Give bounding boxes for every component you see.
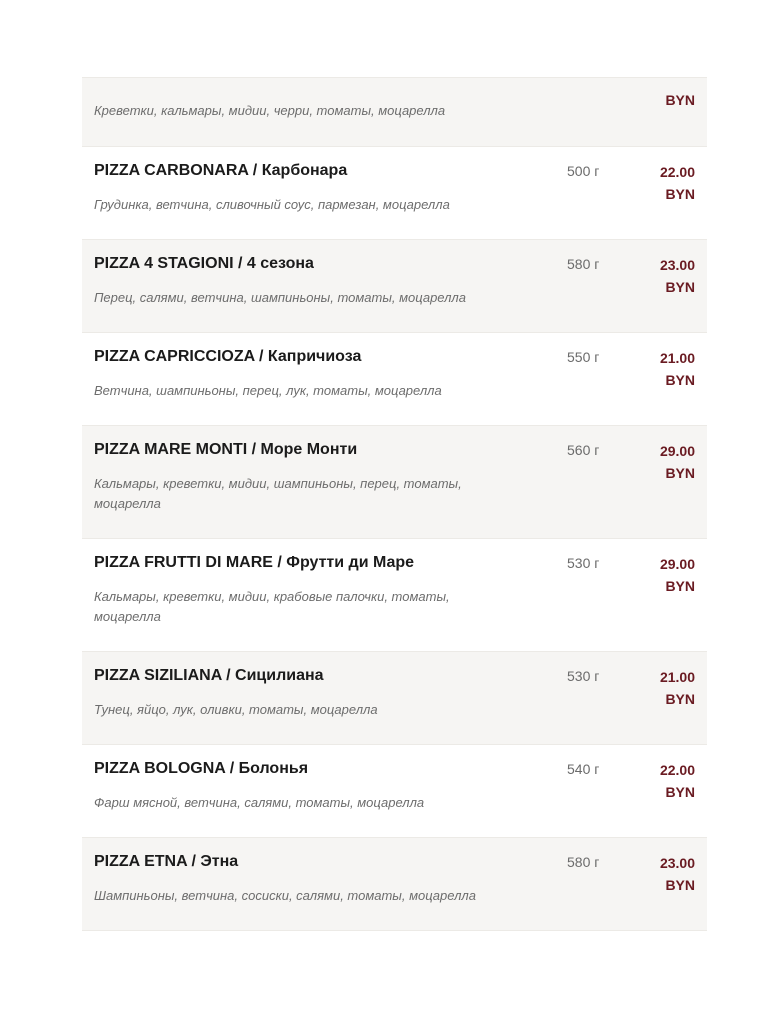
menu-item-name: PIZZA CARBONARA / Карбонара <box>94 162 348 179</box>
menu-item <box>82 147 707 240</box>
menu-item-name: PIZZA ETNA / Этна <box>94 853 239 870</box>
menu-item-name: PIZZA BOLOGNA / Болонья <box>94 760 309 777</box>
menu-item <box>82 652 707 745</box>
menu-item <box>82 426 707 539</box>
menu-item-price <box>660 852 695 896</box>
menu-item-currency: BYN <box>665 372 695 388</box>
menu-item-name: PIZZA MARE MONTI / Море Монти <box>94 441 358 458</box>
menu-item-price <box>660 347 695 391</box>
menu-item-description: Ветчина, шампиньоны, перец, лук, томаты, моцарелла <box>94 383 442 398</box>
menu-item-price-value: 21.00 <box>659 669 695 685</box>
menu-item-currency: BYN <box>665 691 695 707</box>
menu-item <box>82 240 707 333</box>
menu-item <box>82 539 707 652</box>
menu-item-description: Креветки, кальмары, мидии, черри, томаты, моцарелла <box>94 103 446 118</box>
menu-item-weight: 560 г <box>567 442 600 458</box>
menu-item-price-value: 22.00 <box>659 164 695 180</box>
menu-item-description: Кальмары, креветки, мидии, крабовые палочки, томаты, моцарелла <box>94 589 450 624</box>
menu-item-description: Фарш мясной, ветчина, салями, томаты, моцарелла <box>94 795 425 810</box>
menu-item-currency: BYN <box>665 784 695 800</box>
menu-item-price <box>660 254 695 298</box>
menu-item-price-value: 21.00 <box>659 350 695 366</box>
menu-item-description: Шампиньоны, ветчина, сосиски, салями, томаты, моцарелла <box>94 888 476 903</box>
menu-item-price <box>660 440 695 484</box>
menu-list <box>82 77 707 931</box>
menu-item <box>82 745 707 838</box>
menu-item-price-value: 23.00 <box>659 257 695 273</box>
menu-item-weight: 540 г <box>567 761 600 777</box>
menu-item-description: Перец, салями, ветчина, шампиньоны, томаты, моцарелла <box>94 290 466 305</box>
menu-item-price <box>665 89 695 111</box>
menu-item <box>82 838 707 931</box>
menu-item-weight: 580 г <box>567 854 600 870</box>
menu-item-description: Грудинка, ветчина, сливочный соус, пармезан, моцарелла <box>94 197 450 212</box>
menu-item-currency: BYN <box>665 578 695 594</box>
menu-item-weight: 500 г <box>567 163 600 179</box>
menu-item <box>82 78 707 147</box>
menu-item-price <box>660 666 695 710</box>
menu-item-currency: BYN <box>665 186 695 202</box>
menu-item-price <box>660 759 695 803</box>
menu-item-price-value: 22.00 <box>659 762 695 778</box>
menu-item-name: PIZZA 4 STAGIONI / 4 сезона <box>94 255 314 272</box>
menu-item-currency: BYN <box>665 877 695 893</box>
menu-item-price-value: 23.00 <box>659 855 695 871</box>
menu-item-price <box>660 161 695 205</box>
menu-item-currency: BYN <box>665 465 695 481</box>
menu-item-price <box>660 553 695 597</box>
menu-item-weight: 580 г <box>567 256 600 272</box>
menu-item-currency: BYN <box>665 92 695 108</box>
menu-item-weight: 550 г <box>567 349 600 365</box>
menu-item-name: PIZZA CAPRICCIOZA / Капричиоза <box>94 348 362 365</box>
menu-item-name: PIZZA FRUTTI DI MARE / Фрутти ди Маре <box>94 554 415 571</box>
menu-item-description: Кальмары, креветки, мидии, шампиньоны, перец, томаты, моцарелла <box>94 476 462 511</box>
menu-item-description: Тунец, яйцо, лук, оливки, томаты, моцарелла <box>94 702 378 717</box>
menu-item-weight: 530 г <box>567 555 600 571</box>
menu-item-price-value: 29.00 <box>659 443 695 459</box>
menu-item-price-value: 29.00 <box>659 556 695 572</box>
menu-item-name: PIZZA SIZILIANA / Сицилиана <box>94 667 324 684</box>
menu-item-weight: 530 г <box>567 668 600 684</box>
menu-item-currency: BYN <box>665 279 695 295</box>
menu-item <box>82 333 707 426</box>
